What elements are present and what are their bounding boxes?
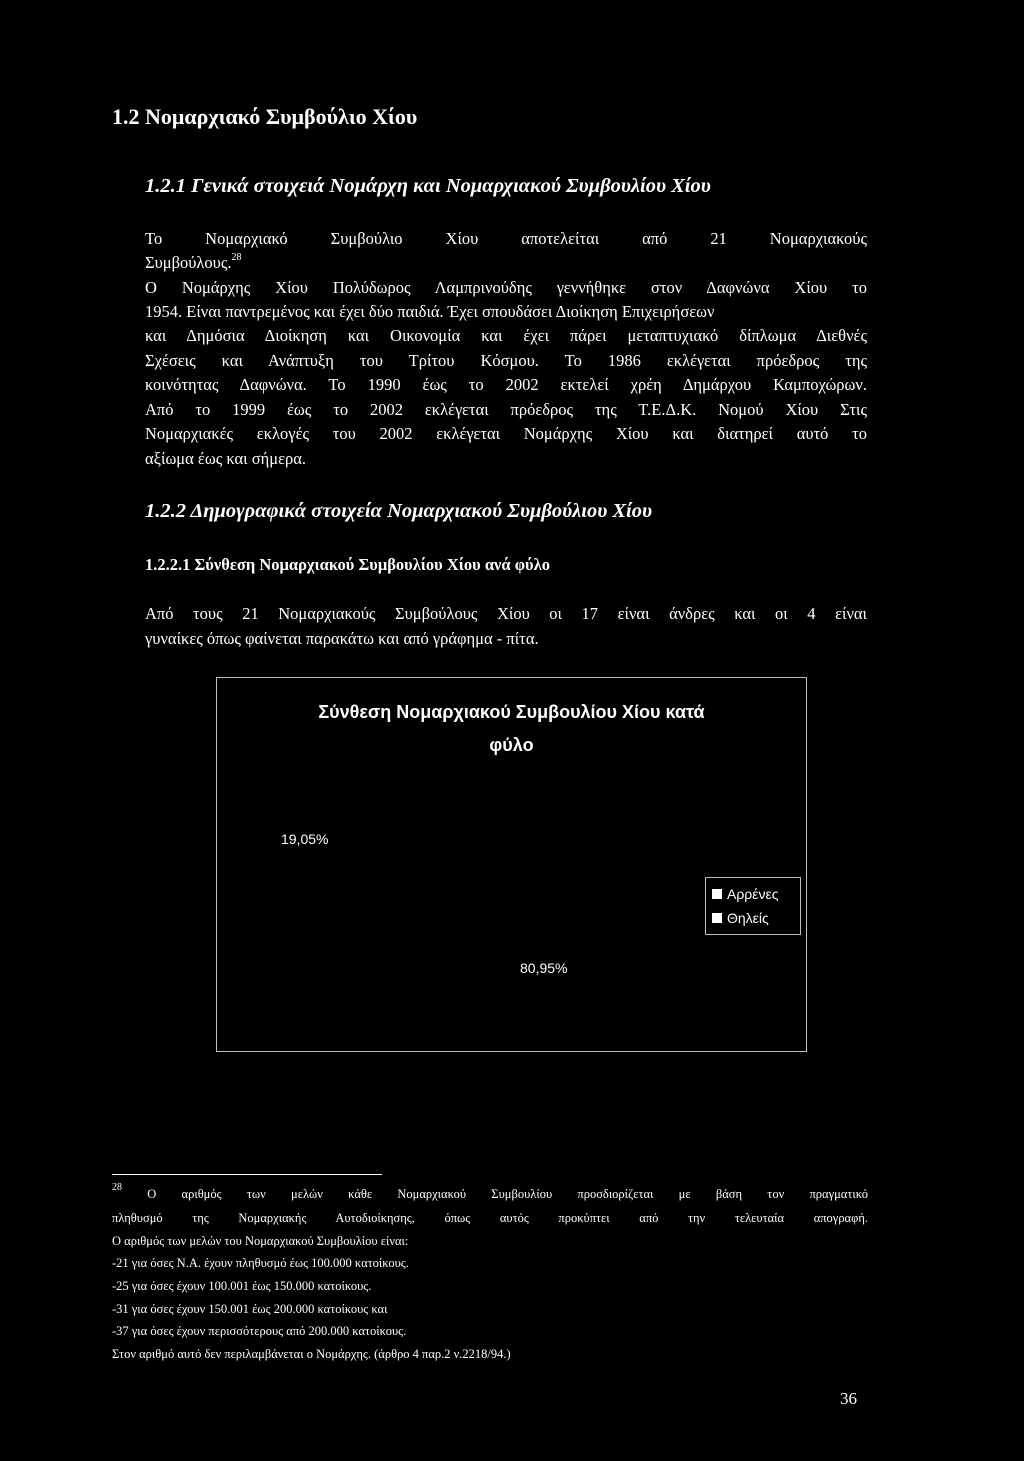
para3-line: Από τους 21 Νομαρχιακούς Συμβούλους Χίου οι 17 είναι άνδρες και οι 4 είναι [145,604,867,623]
chart-legend [705,877,801,935]
data-label-female: 19,05% [281,831,329,847]
footnote-line1 [112,1182,869,1202]
footnote-line: Ο αριθμός των μελών του Νομαρχιακού Συμβουλίου είναι: [112,1234,409,1248]
footnote-line: -21 για όσες Ν.Α. έχουν πληθυσμό έως 100.000 κατοίκους. [112,1256,409,1270]
para1-line2 [145,253,242,273]
para2-line: Σχέσεις και Ανάπτυξη του Τρίτου Κόσμου. Το 1986 εκλέγεται πρόεδρος της [145,351,867,370]
para2-line: 1954. Είναι παντρεμένος και έχει δύο παιδιά. Έχει σπουδάσει Διοίκηση Επιχειρήσεων [145,302,715,321]
para2-line: Από το 1999 έως το 2002 εκλέγεται πρόεδρος της Τ.Ε.Δ.Κ. Νομού Χίου Στις [145,400,867,419]
footnote-line: -31 για όσες έχουν 150.001 έως 200.000 κατοίκους και [112,1302,388,1316]
chart-title-line1: Σύνθεση Νομαρχιακού Συμβουλίου Χίου κατά [318,702,705,722]
pie-chart [216,677,807,1052]
data-label-male: 80,95% [520,960,568,976]
footnote-text: Ο αριθμός των μελών κάθε Νομαρχιακού Συμβουλίου προσδιορίζεται με βάση τον πραγματικό [147,1187,869,1201]
legend-item-female [712,906,794,930]
footnote-number: 28 [112,1182,122,1193]
legend-label: Θηλείς [727,910,769,926]
footnote-line: Στον αριθμό αυτό δεν περιλαμβάνεται ο Νομάρχης. (άρθρο 4 παρ.2 ν.2218/94.) [112,1347,511,1361]
para2-line: κοινότητας Δαφνώνα. Το 1990 έως το 2002 εκτελεί χρέη Δημάρχου Καμποχώρων. [145,375,867,394]
pie-plot [217,678,808,1053]
legend-item-male [712,882,794,906]
para1-line1: Το Νομαρχιακό Συμβούλιο Χίου αποτελείται από 21 Νομαρχιακούς [145,229,867,248]
footnote-ref: 28 [231,252,242,263]
para3-line: γυναίκες όπως φαίνεται παρακάτω και από γράφημα - πίτα. [145,629,539,648]
para2-line: Νομαρχιακές εκλογές του 2002 εκλέγεται Νομάρχης Χίου και διατηρεί αυτό το [145,424,867,443]
para2-line: Ο Νομάρχης Χίου Πολύδωρος Λαμπρινούδης γεννήθηκε στον Δαφνώνα Χίου το [145,278,867,297]
para2-line: και Δημόσια Διοίκηση και Οικονομία και έχει πάρει μεταπτυχιακό δίπλωμα Διεθνές [145,326,867,345]
subsubsection-heading-gender: 1.2.2.1 Σύνθεση Νομαρχιακού Συμβουλίου Χίου ανά φύλο [145,555,550,574]
legend-label: Αρρένες [727,886,779,902]
legend-swatch-icon [712,889,722,899]
footnote-line: -37 για όσες έχουν περισσότερους από 200.000 κατοίκους. [112,1324,407,1338]
legend-swatch-icon [712,913,722,923]
para1-line2-text: Συμβούλους. [145,253,232,272]
footnote-line: -25 για όσες έχουν 100.001 έως 150.000 κατοίκους. [112,1279,372,1293]
chart-title-line2: φύλο [489,735,534,755]
page-number: 36 [840,1389,857,1408]
footnote-divider [112,1174,382,1175]
section-heading: 1.2 Νομαρχιακό Συμβούλιο Χίου [112,104,418,129]
subsection-heading-general: 1.2.1 Γενικά στοιχειά Νομάρχη και Νομαρχιακού Συμβουλίου Χίου [145,175,711,197]
subsection-heading-demographics: 1.2.2 Δημογραφικά στοιχεία Νομαρχιακού Συμβούλιου Χίου [145,500,653,522]
para2-line: αξίωμα έως και σήμερα. [145,449,307,468]
footnote-line: πληθυσμό της Νομαρχιακής Αυτοδιοίκησης, όπως αυτός προκύπτει από την τελευταία απογραφή. [112,1211,868,1225]
